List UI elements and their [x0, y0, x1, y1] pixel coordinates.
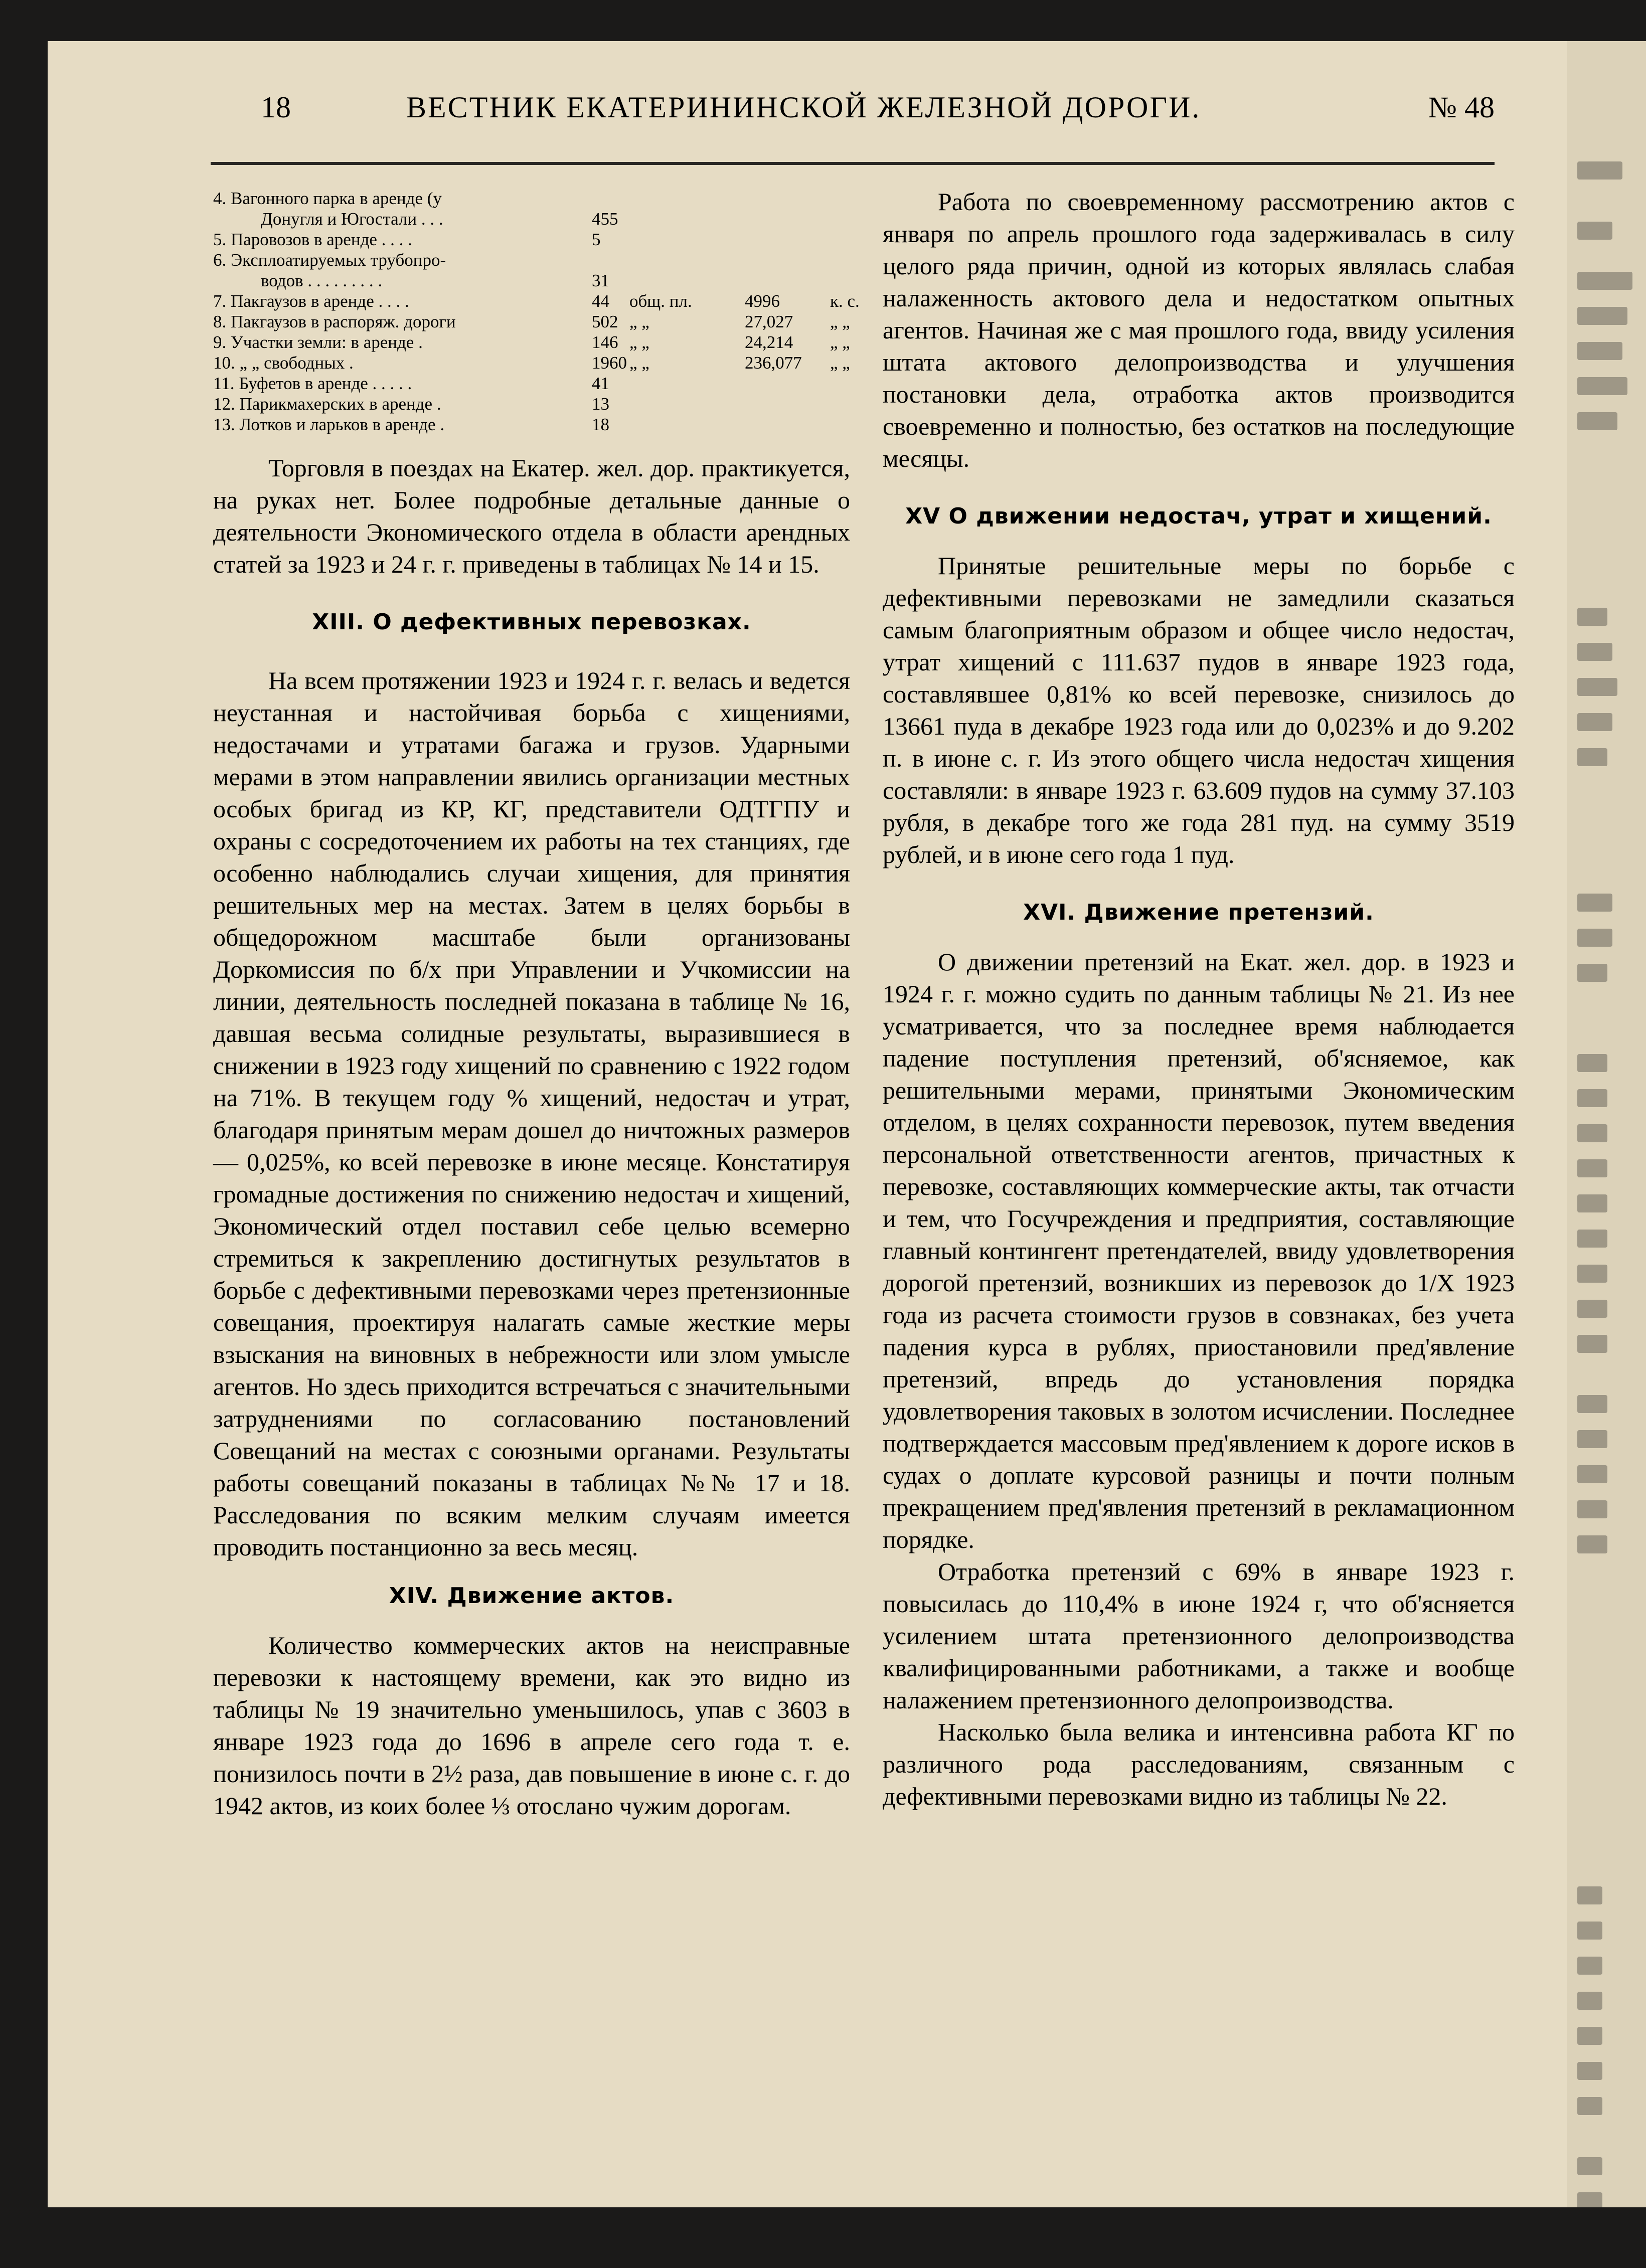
rental-item-unit: общ. пл.	[629, 291, 692, 311]
heading-section-16: XVI. Движение претензий.	[1023, 900, 1374, 925]
rental-item-label: Донугля и Югостали . . .	[261, 209, 443, 229]
rental-item-label: 10. „ „ свободных .	[213, 353, 354, 373]
rental-item-count: 31	[592, 271, 609, 290]
paragraph-section-15: Принятые решительные меры по борьбе с дефективными перевозками не замедлили сказаться самым благоприятным образом и общее число недостач, утрат хищений с 111.637 пудов в январе 1923 года, составлявшее 0,81% ко всей перевозке, снизилось до 13661 пуда в декабре 1923 года или до 0,023% и до 9.202 п. в июне с. г. Из этого общего числа недостач хищения составляли: в январе 1923 г. 63.609 пудов на сумму 37.103 рубля, в декабре того же года 281 пуд. на сумму 3519 рублей, и в июне сего года 1 пуд.	[883, 552, 1515, 868]
heading-section-14: XIV. Движение актов.	[389, 1583, 675, 1609]
rental-item-count: 1960	[592, 353, 627, 373]
rental-item-label: 6. Эксплоатируемых трубопро-	[213, 250, 446, 270]
rental-list-item	[213, 209, 850, 229]
rental-item-label: водов . . . . . . . . .	[261, 271, 383, 290]
rental-list-item	[213, 291, 860, 311]
facing-page-edge	[1567, 41, 1646, 2207]
rental-item-area-unit: к. с.	[830, 291, 860, 311]
heading-section-15: XV О движении недостач, утрат и хищений.	[905, 503, 1492, 529]
rental-item-area-unit: „ „	[830, 332, 850, 352]
rental-list-item	[213, 188, 850, 209]
rental-item-area: 27,027	[745, 312, 793, 331]
running-head	[211, 90, 1495, 155]
rental-list-item	[213, 229, 850, 250]
rental-item-unit: „ „	[629, 353, 649, 373]
rental-item-count: 41	[592, 374, 609, 393]
rental-list-item	[213, 311, 850, 332]
page-number: 18	[261, 91, 291, 124]
rental-list-item	[213, 394, 850, 414]
paragraph-section-13: На всем протяжении 1923 и 1924 г. г. велась и ведется неустанная и настойчивая борьба с хищениями, недостачами и утратами багажа и грузов. Ударными мерами в этом направлении явились организации местных особых бригад из КР, КГ, представители ОДТГПУ и охраны с сосредоточением их работы на тех станциях, где особенно наблюдались случаи хищения, для принятия решительных мер на местах. Затем в целях борьбы в общедорожном масштабе были организованы Доркомиссия по б/х при Управлении и Учкомиссии на линии, деятельность последней показана в таблице № 16, давшая весьма солидные результаты, выразившиеся в снижении в 1923 году хищений по сравнению с 1922 годом на 71%. В текущем году % хищений, недостач и утрат, благодаря принятым мерам дошел до ничтожных размеров — 0,025%, ко всей перевозке в июне месяце. Констатируя громадные достижения по снижению недостач и хищений, Экономический отдел поставил себе целью всемерно стремиться к закреплению достигнутых результатов в борьбе с дефективными перевозками через претензионные совещания, проектируя налагать самые жесткие меры взыскания на виновных в небрежности или злом умысле агентов. Но здесь приходится встречаться с значительными затруднениями по согласованию постановлений Совещаний на местах с союзными органами. Результаты работы совещаний показаны в таблицах №№ 17 и 18. Расследования по всяким мелким случаям имеется проводить постанционно за весь месяц.	[213, 666, 850, 1561]
rental-item-area: 236,077	[745, 353, 802, 373]
rental-item-count: 5	[592, 230, 601, 249]
rental-item-area: 24,214	[745, 332, 793, 352]
paragraph-section-14: Количество коммерческих актов на неисправные перевозки к настоящему времени, как это видно из таблицы № 19 значительно уменьшилось, упав с 3603 в январе 1923 года до 1696 в апреле сего года т. е. понизилось почти в 2½ раза, дав повышение в июне с. г. до 1942 актов, из коих более ⅓ отослано чужим дорогам.	[213, 1631, 850, 1820]
right-column	[883, 186, 1515, 1812]
rental-item-count: 502	[592, 312, 618, 331]
rental-item-unit: „ „	[629, 332, 649, 352]
rental-item-label: 13. Лотков и ларьков в аренде .	[213, 415, 445, 434]
rental-item-count: 146	[592, 332, 618, 352]
rental-list-item	[213, 373, 850, 394]
left-column	[213, 188, 860, 1822]
rental-list-item	[213, 353, 850, 373]
rental-list-item	[213, 332, 850, 353]
rental-list-item	[213, 414, 850, 435]
paragraph-section-16-claims: О движении претензий на Екат. жел. дор. в 1923 и 1924 г. г. можно судить по данным таблицы № 21. Из нее усматривается, что за последнее время наблюдается падение поступления претензий, об'ясняемое, как решительными мерами, принятыми Экономическим отделом, в целях сохранности перевозок, путем введения персональной ответственности агентов, причастных к перевозке, составляющих коммерческие акты, так отчасти и тем, что Госучреждения и предприятия, составляющие главный контингент претендателей, ввиду удовлетворения дорогой претензий, возникших из перевозок до 1/X 1923 года из расчета стоимости грузов в совзнаках, без учета падения курса в рублях, приостановили пред'явление претензий, впредь до установления порядка удовлетворения таковых в золотом исчислении. Последнее подтверждается массовым пред'явлением к дороге исков в судах о доплате курсовой разницы и почти полным прекращением пред'явления претензий в рекламационном порядке.	[883, 948, 1515, 1553]
rental-item-count: 44	[592, 291, 609, 311]
issue-number: № 48	[1428, 91, 1495, 124]
rental-list	[213, 188, 860, 435]
rental-item-label: 12. Парикмахерских в аренде .	[213, 394, 441, 414]
heading-section-13: XIII. О дефективных перевозках.	[312, 609, 751, 635]
rental-item-label: 5. Паровозов в аренде . . . .	[213, 230, 412, 249]
rental-list-item	[213, 270, 850, 291]
rental-item-count: 13	[592, 394, 609, 414]
paragraph-section-16-processing: Отработка претензий с 69% в январе 1923 г. повысилась до 110,4% в июне 1924 г, что об'ясняется усилением штата претензионного делопроизводства квалифицированными работниками, а также и вообще налажением претензионного делопроизводства.	[883, 1557, 1515, 1714]
rental-item-label: 9. Участки земли: в аренде .	[213, 332, 423, 352]
rental-item-area-unit: „ „	[830, 312, 850, 331]
paragraph-acts-processing: Работа по своевременному рассмотрению актов с января по апрель прошлого года задерживалась в силу целого ряда причин, одной из которых являлась слабая налаженность актового дела и недостатком опытных агентов. Начиная же с мая прошлого года, ввиду усиления штата актового делопроизводства и улучшения постановки дела, отработка актов производится своевременно и полностью, без остатков на последующие месяцы.	[883, 188, 1515, 472]
rental-item-area: 4996	[745, 291, 780, 311]
rental-item-count: 18	[592, 415, 609, 434]
rental-item-count: 455	[592, 209, 618, 229]
rental-item-label: 11. Буфетов в аренде . . . . .	[213, 374, 412, 393]
rental-item-label: 8. Пакгаузов в распоряж. дороги	[213, 312, 456, 331]
rental-item-label: 7. Пакгаузов в аренде . . . .	[213, 291, 409, 311]
rental-item-unit: „ „	[629, 312, 649, 331]
journal-title: ВЕСТНИК ЕКАТЕРИНИНСКОЙ ЖЕЛЕЗНОЙ ДОРОГИ.	[406, 91, 1201, 124]
paragraph-section-16-investigations: Насколько была велика и интенсивна работа КГ по различного рода расследованиям, связанным с дефективными перевозками видно из таблицы № 22.	[883, 1718, 1515, 1810]
rental-list-item	[213, 250, 850, 270]
rental-item-area-unit: „ „	[830, 353, 850, 373]
rental-item-label: 4. Вагонного парка в аренде (у	[213, 189, 442, 208]
paragraph-trade: Торговля в поездах на Екатер. жел. дор. практикуется, на руках нет. Более подробные детальные данные о деятельности Экономического отдела в области арендных статей за 1923 и 24 г. г. приведены в таблицах № 14 и 15.	[213, 454, 850, 578]
header-rule	[211, 162, 1495, 165]
